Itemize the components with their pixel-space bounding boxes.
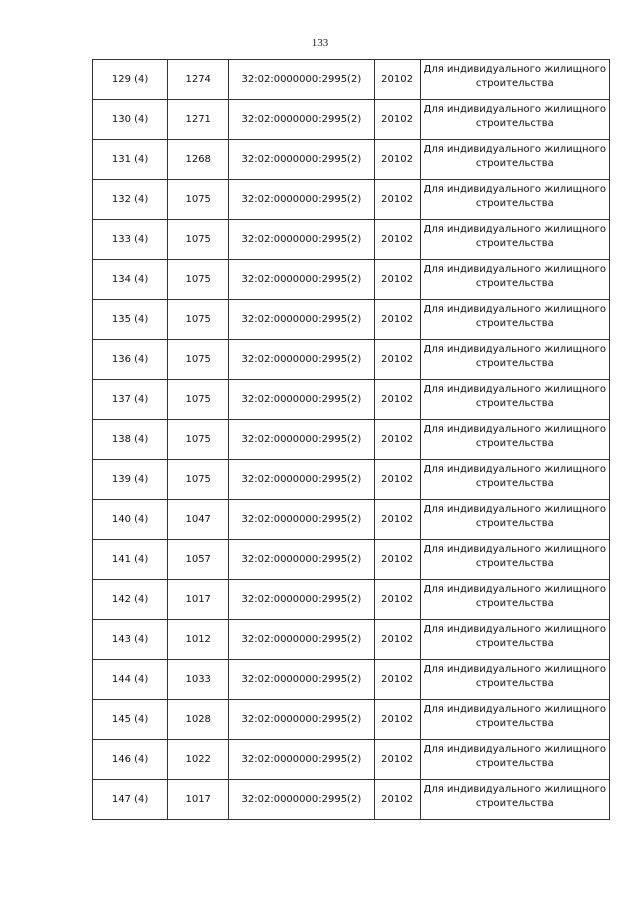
cell-plot-number: 136 (4)	[93, 340, 168, 380]
cell-code: 20102	[374, 60, 420, 100]
table-row	[93, 420, 610, 460]
cell-purpose: Для индивидуального жилищного строительства	[420, 540, 609, 580]
cell-area: 1047	[168, 500, 229, 540]
table-row	[93, 340, 610, 380]
table-row	[93, 580, 610, 620]
cell-plot-number: 142 (4)	[93, 580, 168, 620]
cell-plot-number: 131 (4)	[93, 140, 168, 180]
cell-cadastral-number: 32:02:0000000:2995(2)	[229, 420, 374, 460]
cell-cadastral-number: 32:02:0000000:2995(2)	[229, 180, 374, 220]
cell-purpose: Для индивидуального жилищного строительства	[420, 460, 609, 500]
table-row	[93, 380, 610, 420]
cell-purpose: Для индивидуального жилищного строительства	[420, 580, 609, 620]
cell-purpose: Для индивидуального жилищного строительства	[420, 180, 609, 220]
table-body	[93, 60, 610, 820]
cell-code: 20102	[374, 140, 420, 180]
cell-code: 20102	[374, 100, 420, 140]
cell-area: 1017	[168, 580, 229, 620]
cell-plot-number: 146 (4)	[93, 740, 168, 780]
table-row	[93, 220, 610, 260]
cell-purpose: Для индивидуального жилищного строительства	[420, 740, 609, 780]
cell-purpose: Для индивидуального жилищного строительства	[420, 700, 609, 740]
cell-purpose: Для индивидуального жилищного строительства	[420, 260, 609, 300]
cell-plot-number: 145 (4)	[93, 700, 168, 740]
cell-code: 20102	[374, 180, 420, 220]
table-row	[93, 620, 610, 660]
cell-plot-number: 147 (4)	[93, 780, 168, 820]
cell-code: 20102	[374, 660, 420, 700]
cell-area: 1075	[168, 260, 229, 300]
cell-cadastral-number: 32:02:0000000:2995(2)	[229, 260, 374, 300]
cell-code: 20102	[374, 540, 420, 580]
cell-area: 1274	[168, 60, 229, 100]
cell-cadastral-number: 32:02:0000000:2995(2)	[229, 500, 374, 540]
cell-purpose: Для индивидуального жилищного строительства	[420, 100, 609, 140]
cell-purpose: Для индивидуального жилищного строительства	[420, 60, 609, 100]
cell-plot-number: 135 (4)	[93, 300, 168, 340]
cell-cadastral-number: 32:02:0000000:2995(2)	[229, 780, 374, 820]
table-row	[93, 140, 610, 180]
table-row	[93, 100, 610, 140]
cell-code: 20102	[374, 380, 420, 420]
cell-code: 20102	[374, 620, 420, 660]
cell-plot-number: 134 (4)	[93, 260, 168, 300]
cell-cadastral-number: 32:02:0000000:2995(2)	[229, 460, 374, 500]
cell-purpose: Для индивидуального жилищного строительства	[420, 780, 609, 820]
cell-cadastral-number: 32:02:0000000:2995(2)	[229, 540, 374, 580]
cell-purpose: Для индивидуального жилищного строительства	[420, 380, 609, 420]
cell-area: 1268	[168, 140, 229, 180]
table-row	[93, 260, 610, 300]
cell-cadastral-number: 32:02:0000000:2995(2)	[229, 620, 374, 660]
cell-cadastral-number: 32:02:0000000:2995(2)	[229, 220, 374, 260]
cell-code: 20102	[374, 700, 420, 740]
cell-code: 20102	[374, 220, 420, 260]
cell-area: 1017	[168, 780, 229, 820]
table-row	[93, 60, 610, 100]
cell-plot-number: 130 (4)	[93, 100, 168, 140]
cell-code: 20102	[374, 300, 420, 340]
table-row	[93, 740, 610, 780]
page-number: 133	[311, 37, 329, 49]
cell-area: 1075	[168, 300, 229, 340]
cell-cadastral-number: 32:02:0000000:2995(2)	[229, 100, 374, 140]
cell-area: 1075	[168, 380, 229, 420]
cell-cadastral-number: 32:02:0000000:2995(2)	[229, 700, 374, 740]
cell-cadastral-number: 32:02:0000000:2995(2)	[229, 140, 374, 180]
cell-plot-number: 138 (4)	[93, 420, 168, 460]
cell-cadastral-number: 32:02:0000000:2995(2)	[229, 740, 374, 780]
table-row	[93, 500, 610, 540]
table-row	[93, 660, 610, 700]
land-plot-table	[92, 59, 610, 820]
cell-area: 1022	[168, 740, 229, 780]
cell-cadastral-number: 32:02:0000000:2995(2)	[229, 340, 374, 380]
cell-code: 20102	[374, 740, 420, 780]
cell-purpose: Для индивидуального жилищного строительства	[420, 420, 609, 460]
table-row	[93, 700, 610, 740]
cell-plot-number: 137 (4)	[93, 380, 168, 420]
cell-area: 1057	[168, 540, 229, 580]
cell-purpose: Для индивидуального жилищного строительства	[420, 500, 609, 540]
cell-cadastral-number: 32:02:0000000:2995(2)	[229, 60, 374, 100]
cell-purpose: Для индивидуального жилищного строительства	[420, 660, 609, 700]
cell-plot-number: 133 (4)	[93, 220, 168, 260]
cell-plot-number: 132 (4)	[93, 180, 168, 220]
cell-code: 20102	[374, 420, 420, 460]
cell-code: 20102	[374, 460, 420, 500]
table-row	[93, 460, 610, 500]
cell-area: 1012	[168, 620, 229, 660]
cell-purpose: Для индивидуального жилищного строительства	[420, 340, 609, 380]
table-row	[93, 300, 610, 340]
cell-area: 1075	[168, 460, 229, 500]
cell-area: 1271	[168, 100, 229, 140]
cell-area: 1075	[168, 420, 229, 460]
cell-area: 1028	[168, 700, 229, 740]
table-row	[93, 540, 610, 580]
cell-code: 20102	[374, 580, 420, 620]
cell-area: 1033	[168, 660, 229, 700]
cell-plot-number: 129 (4)	[93, 60, 168, 100]
cell-area: 1075	[168, 220, 229, 260]
cell-code: 20102	[374, 500, 420, 540]
cell-plot-number: 139 (4)	[93, 460, 168, 500]
cell-area: 1075	[168, 340, 229, 380]
cell-code: 20102	[374, 260, 420, 300]
cell-purpose: Для индивидуального жилищного строительства	[420, 220, 609, 260]
cell-cadastral-number: 32:02:0000000:2995(2)	[229, 380, 374, 420]
cell-plot-number: 143 (4)	[93, 620, 168, 660]
cell-purpose: Для индивидуального жилищного строительства	[420, 140, 609, 180]
cell-plot-number: 141 (4)	[93, 540, 168, 580]
cell-plot-number: 144 (4)	[93, 660, 168, 700]
cell-code: 20102	[374, 780, 420, 820]
cell-plot-number: 140 (4)	[93, 500, 168, 540]
table-row	[93, 780, 610, 820]
cell-area: 1075	[168, 180, 229, 220]
cell-code: 20102	[374, 340, 420, 380]
table-row	[93, 180, 610, 220]
cell-purpose: Для индивидуального жилищного строительства	[420, 300, 609, 340]
cell-cadastral-number: 32:02:0000000:2995(2)	[229, 580, 374, 620]
cell-purpose: Для индивидуального жилищного строительства	[420, 620, 609, 660]
cell-cadastral-number: 32:02:0000000:2995(2)	[229, 660, 374, 700]
cell-cadastral-number: 32:02:0000000:2995(2)	[229, 300, 374, 340]
